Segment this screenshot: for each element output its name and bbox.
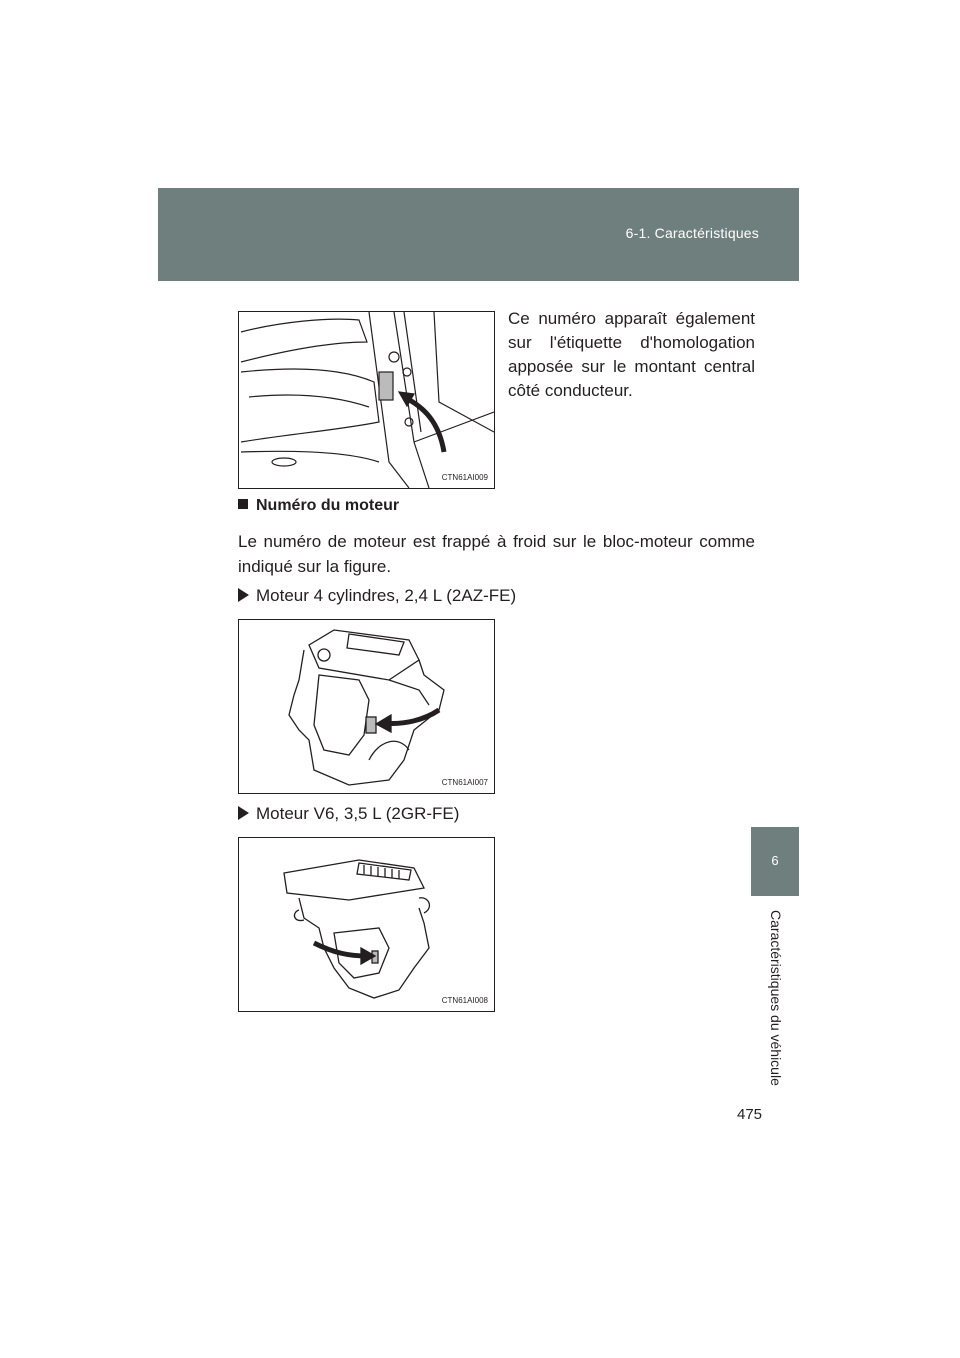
figure-engine-4cyl (238, 619, 495, 794)
chapter-tab (751, 827, 799, 896)
bullet-text: Moteur V6, 3,5 L (2GR-FE) (256, 804, 460, 823)
bullet-engine-v6 (238, 804, 459, 824)
engine-4cyl-illustration (239, 620, 494, 793)
section-title: 6-1. Caractéristiques (625, 225, 759, 241)
triangle-bullet-icon (238, 806, 249, 820)
engine-v6-illustration (239, 838, 494, 1011)
chapter-side-title (766, 910, 786, 1090)
figure-code: CTN61AI008 (441, 996, 488, 1005)
figure-door-pillar (238, 311, 495, 489)
section-heading-text: Numéro du moteur (256, 497, 400, 514)
engine-paragraph: Le numéro de moteur est frappé à froid sur le bloc-moteur comme indiqué sur la figure. (238, 532, 755, 576)
chapter-number: 6 (771, 853, 779, 868)
chapter-title-text: Caractéristiques du véhicule (768, 910, 784, 1086)
bullet-text: Moteur 4 cylindres, 2,4 L (2AZ-FE) (256, 586, 517, 605)
page-header (158, 188, 799, 281)
page-number: 475 (737, 1106, 763, 1123)
section-heading (238, 497, 399, 515)
door-pillar-illustration (239, 312, 494, 488)
label-paragraph: Ce numéro apparaît également sur l'étiquette d'homologation apposée sur le montant central côté conducteur. (508, 309, 755, 400)
figure-code: CTN61AI007 (441, 778, 488, 787)
figure-code: CTN61AI009 (441, 473, 488, 482)
figure-engine-v6 (238, 837, 495, 1012)
square-bullet-icon (238, 499, 248, 509)
triangle-bullet-icon (238, 588, 249, 602)
bullet-engine-4cyl (238, 586, 516, 606)
